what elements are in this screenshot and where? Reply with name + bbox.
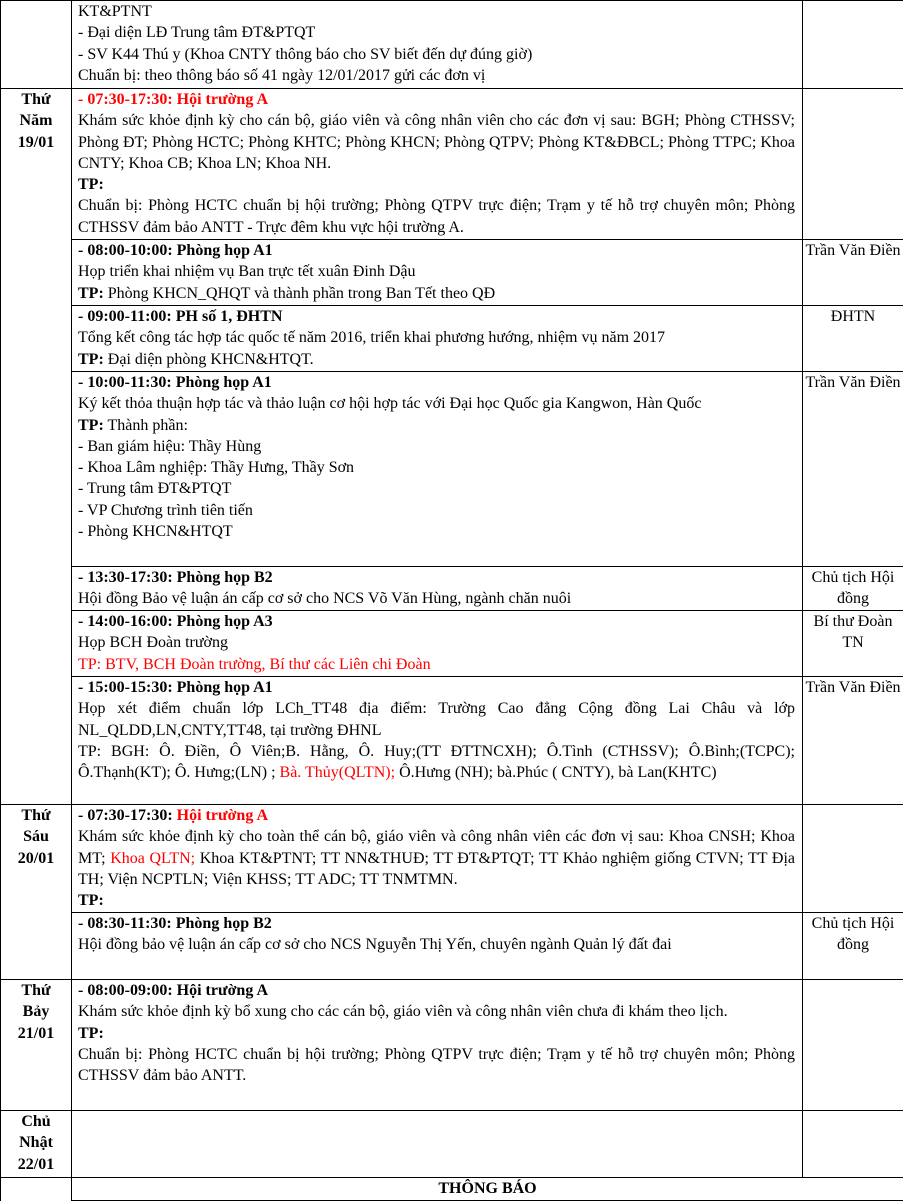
event-cell (72, 913, 803, 980)
event-body: Hội đồng Bảo vệ luận án cấp cơ sở cho NCS Võ Văn Hùng, ngành chăn nuôi (78, 588, 795, 609)
event-body: Tổng kết công tác hợp tác quốc tế năm 2016, triển khai phương hướng, nhiệm vụ năm 2017 (78, 327, 795, 348)
tp-label: TP: (78, 174, 795, 195)
day-date: 22/01 (1, 1154, 71, 1175)
day-name: Bảy (1, 1001, 71, 1022)
event-row (1, 567, 903, 611)
host-cell: Bí thư Đoàn TN (803, 611, 903, 677)
host-cell: Trần Văn Điền (803, 240, 903, 306)
event-row (1, 89, 903, 240)
event-header: - 13:30-17:30: Phòng họp B2 (78, 567, 795, 588)
member-item: - Phòng KHCN&HTQT (78, 521, 795, 542)
continuation-row (1, 1, 903, 89)
event-tp: TP: BGH: Ô. Điền, Ô Viên;B. Hằng, Ô. Huy;(TT ĐTTNCXH); Ô.Tình (CTHSSV); Ô.Bình;(TCPC); Ô.Thạnh(KT); Ô. Hưng;(LN) ; Bà. Thủy(QLTN); Ô.Hưng (NH); bà.Phúc ( CNTY), bà Lan(KHTC) (78, 741, 795, 784)
event-row (1, 372, 903, 567)
tp-label: TP: (78, 1023, 795, 1044)
day-cell-empty (1, 1, 72, 89)
event-header: - 08:00-09:00: Hội trường A (78, 980, 795, 1001)
event-cell (72, 677, 803, 805)
event-cell (72, 1111, 803, 1178)
day-cell-thu-nam (1, 89, 72, 805)
text-line: - SV K44 Thú y (Khoa CNTY thông báo cho SV biết đến dự đúng giờ) (78, 44, 795, 65)
host-cell: Chủ tịch Hội đồng (803, 913, 903, 980)
event-header: - 15:00-15:30: Phòng họp A1 (78, 677, 795, 698)
day-date: 19/01 (1, 132, 71, 153)
day-date: 21/01 (1, 1023, 71, 1044)
event-tp: TP: Phòng KHCN_QHQT và thành phần trong Ban Tết theo QĐ (78, 283, 795, 304)
event-cell (72, 89, 803, 240)
event-body: Khám sức khỏe định kỳ cho cán bộ, giáo viên và công nhân viên cho các đơn vị sau: BGH; Phòng CTHSSV; Phòng ĐT; Phòng HCTC; Phòng KHTC; Phòng KHCN; Phòng QTPV; Phòng KT&ĐBCL; Phòng TTPC; Khoa CNTY; Khoa CB; Khoa LN; Khoa NH. (78, 110, 795, 174)
event-cell (72, 567, 803, 611)
day-cell-empty (1, 1178, 72, 1201)
member-item: - Trung tâm ĐT&PTQT (78, 478, 795, 499)
host-cell (803, 1111, 903, 1178)
text-line: KT&PTNT (78, 1, 795, 22)
event-header: - 07:30-17:30: Hội trường A (78, 805, 795, 826)
event-header: - 09:00-11:00: PH số 1, ĐHTN (78, 306, 795, 327)
event-body: Họp BCH Đoàn trường (78, 632, 795, 653)
event-row (1, 306, 903, 372)
day-cell-thu-sau (1, 805, 72, 980)
event-cell (72, 1, 803, 89)
host-cell: Trần Văn Điền (803, 677, 903, 805)
day-name: Nhật (1, 1132, 71, 1153)
event-header: - 07:30-17:30: Hội trường A (78, 89, 795, 110)
event-row (1, 677, 903, 805)
day-name: Thứ (1, 89, 71, 110)
day-cell-chu-nhat (1, 1111, 72, 1178)
tp-label: TP: (78, 890, 795, 911)
event-cell (72, 306, 803, 372)
day-name: Sáu (1, 826, 71, 847)
event-cell (72, 805, 803, 913)
footer-row (1, 1178, 903, 1201)
host-cell (803, 980, 903, 1111)
event-row (1, 240, 903, 306)
event-header: - 08:30-11:30: Phòng họp B2 (78, 913, 795, 934)
event-prep: Chuẩn bị: Phòng HCTC chuẩn bị hội trường; Phòng QTPV trực điện; Trạm y tế hỗ trợ chuyên môn; Phòng CTHSSV đảm bảo ANTT - Trực đêm khu vực hội trường A. (78, 195, 795, 238)
event-body: Khám sức khỏe định kỳ cho toàn thể cán bộ, giáo viên và công nhân viên các đơn vị sau: Khoa CNSH; Khoa MT; Khoa QLTN; Khoa KT&PTNT; TT NN&THUĐ; TT ĐT&PTQT; TT Khảo nghiệm giống CTVN; TT Địa TH; Viện NCPTLN; Viện KHSS; TT ADC; TT TNMTMN. (78, 826, 795, 890)
event-body: Khám sức khỏe định kỳ bổ xung cho các cán bộ, giáo viên và công nhân viên chưa đi khám theo lịch. (78, 1001, 795, 1022)
day-date: 20/01 (1, 848, 71, 869)
announcement-title: THÔNG BÁO (72, 1178, 903, 1201)
day-name: Năm (1, 110, 71, 131)
event-cell (72, 980, 803, 1111)
day-cell-thu-bay (1, 980, 72, 1111)
event-body: Ký kết thỏa thuận hợp tác và thảo luận cơ hội hợp tác với Đại học Quốc gia Kangwon, Hàn Quốc (78, 393, 795, 414)
event-cell (72, 372, 803, 567)
day-name: Thứ (1, 805, 71, 826)
member-item: - Ban giám hiệu: Thầy Hùng (78, 436, 795, 457)
event-row (1, 980, 903, 1111)
event-tp: TP: Thành phần: (78, 415, 795, 436)
event-row (1, 611, 903, 677)
host-cell (803, 805, 903, 913)
event-body: Họp xét điểm chuẩn lớp LCh_TT48 địa điểm: Trường Cao đẳng Cộng đồng Lai Châu và lớp NL_QLDD,LN,CNTY,TT48, tại trường ĐHNL (78, 698, 795, 741)
text-line: - Đại diện LĐ Trung tâm ĐT&PTQT (78, 22, 795, 43)
host-cell (803, 89, 903, 240)
event-cell (72, 240, 803, 306)
day-name: Thứ (1, 980, 71, 1001)
event-header: - 10:00-11:30: Phòng họp A1 (78, 372, 795, 393)
event-row (1, 805, 903, 913)
event-body: Họp triển khai nhiệm vụ Ban trực tết xuân Đinh Dậu (78, 261, 795, 282)
event-cell (72, 611, 803, 677)
text-line: Chuẩn bị: theo thông báo số 41 ngày 12/01/2017 gửi các đơn vị (78, 65, 795, 86)
host-cell: Trần Văn Điền (803, 372, 903, 567)
host-cell (803, 1, 903, 89)
event-body: Hội đồng bảo vệ luận án cấp cơ sở cho NCS Nguyễn Thị Yến, chuyên ngành Quản lý đất đai (78, 934, 795, 955)
event-header: - 14:00-16:00: Phòng họp A3 (78, 611, 795, 632)
event-header: - 08:00-10:00: Phòng họp A1 (78, 240, 795, 261)
host-cell: Chủ tịch Hội đồng (803, 567, 903, 611)
member-item: - VP Chương trình tiên tiến (78, 500, 795, 521)
host-cell: ĐHTN (803, 306, 903, 372)
event-tp: TP: Đại diện phòng KHCN&HTQT. (78, 349, 795, 370)
day-name: Chủ (1, 1111, 71, 1132)
event-prep: Chuẩn bị: Phòng HCTC chuẩn bị hội trường; Phòng QTPV trực điện; Trạm y tế hỗ trợ chuyên môn; Phòng CTHSSV đảm bảo ANTT. (78, 1044, 795, 1087)
event-row (1, 1111, 903, 1178)
event-row (1, 913, 903, 980)
event-tp: TP: BTV, BCH Đoàn trường, Bí thư các Liên chi Đoàn (78, 654, 795, 675)
member-item: - Khoa Lâm nghiệp: Thầy Hưng, Thầy Sơn (78, 457, 795, 478)
